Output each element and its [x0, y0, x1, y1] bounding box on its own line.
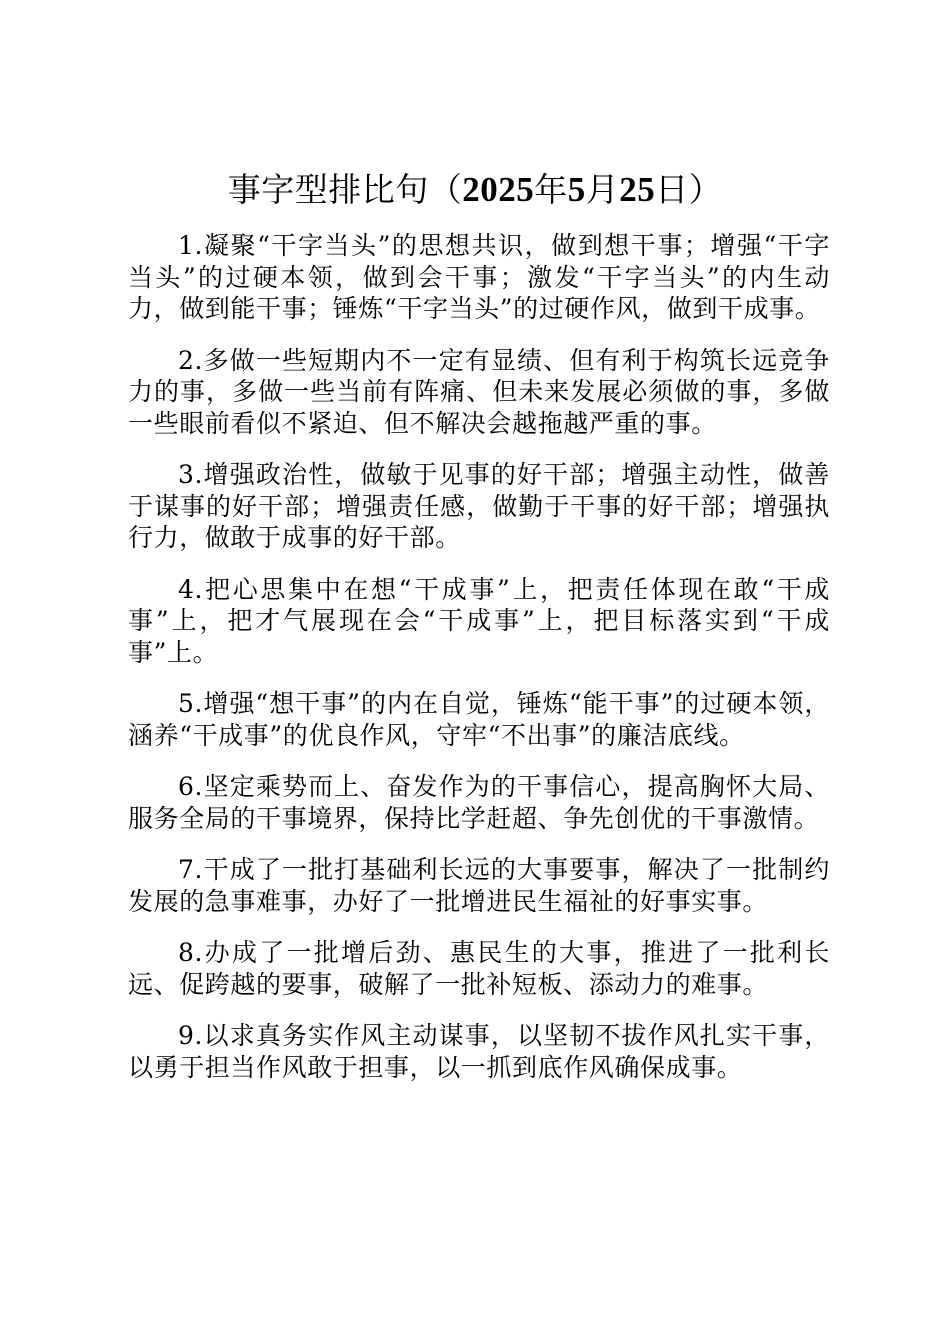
- title-day: 25: [619, 170, 656, 209]
- paragraph-8: 8.办成了一批增后劲、惠民生的大事，推进了一批利长远、促跨越的要事，破解了一批补短板、添动力的难事。: [128, 938, 830, 999]
- paragraph-7: 7.干成了一批打基础利长远的大事要事，解决了一批制约发展的急事难事，办好了一批增进民生福祉的好事实事。: [128, 855, 830, 916]
- page-title: [0, 166, 950, 214]
- paragraph-4: 4.把心思集中在想“干成事”上，把责任体现在敢“干成事”上，把才气展现在会“干成事”上，把目标落实到“干成事”上。: [128, 574, 830, 667]
- paragraph-1: 1.凝聚“干字当头”的思想共识，做到想干事；增强“干字当头”的过硬本领，做到会干事；激发“干字当头”的内生动力，做到能干事；锤炼“干字当头”的过硬作风，做到干成事。: [128, 231, 830, 323]
- document-body: [128, 230, 830, 1103]
- paragraph-6: 6.坚定乘势而上、奋发作为的干事信心，提高胸怀大局、服务全局的干事境界，保持比学赶超、争先创优的干事激情。: [128, 772, 830, 833]
- title-year: 2025: [462, 170, 535, 209]
- paragraph-2: 2.多做一些短期内不一定有显绩、但有利于构筑长远竞争力的事，多做一些当前有阵痛、但未来发展必须做的事，多做一些眼前看似不紧迫、但不解决会越拖越严重的事。: [128, 345, 830, 438]
- title-year-char: 年: [534, 170, 568, 209]
- paragraph-5: 5.增强“想干事”的内在自觉，锤炼“能干事”的过硬本领，涵养“干成事”的优良作风，守牢“不出事”的廉洁底线。: [128, 689, 830, 750]
- paragraph-3: 3.增强政治性，做敏于见事的好干部；增强主动性，做善于谋事的好干部；增强责任感，做勤于干事的好干部；增强执行力，做敢于成事的好干部。: [128, 460, 830, 552]
- title-suffix: 日）: [655, 170, 723, 209]
- title-month: 5: [567, 170, 586, 209]
- title-prefix: 事字型排比句（: [227, 170, 463, 209]
- paragraph-9: 9.以求真务实作风主动谋事，以坚韧不拔作风扎实干事，以勇于担当作风敢于担事，以一抓到底作风确保成事。: [128, 1021, 830, 1082]
- title-month-char: 月: [585, 170, 620, 209]
